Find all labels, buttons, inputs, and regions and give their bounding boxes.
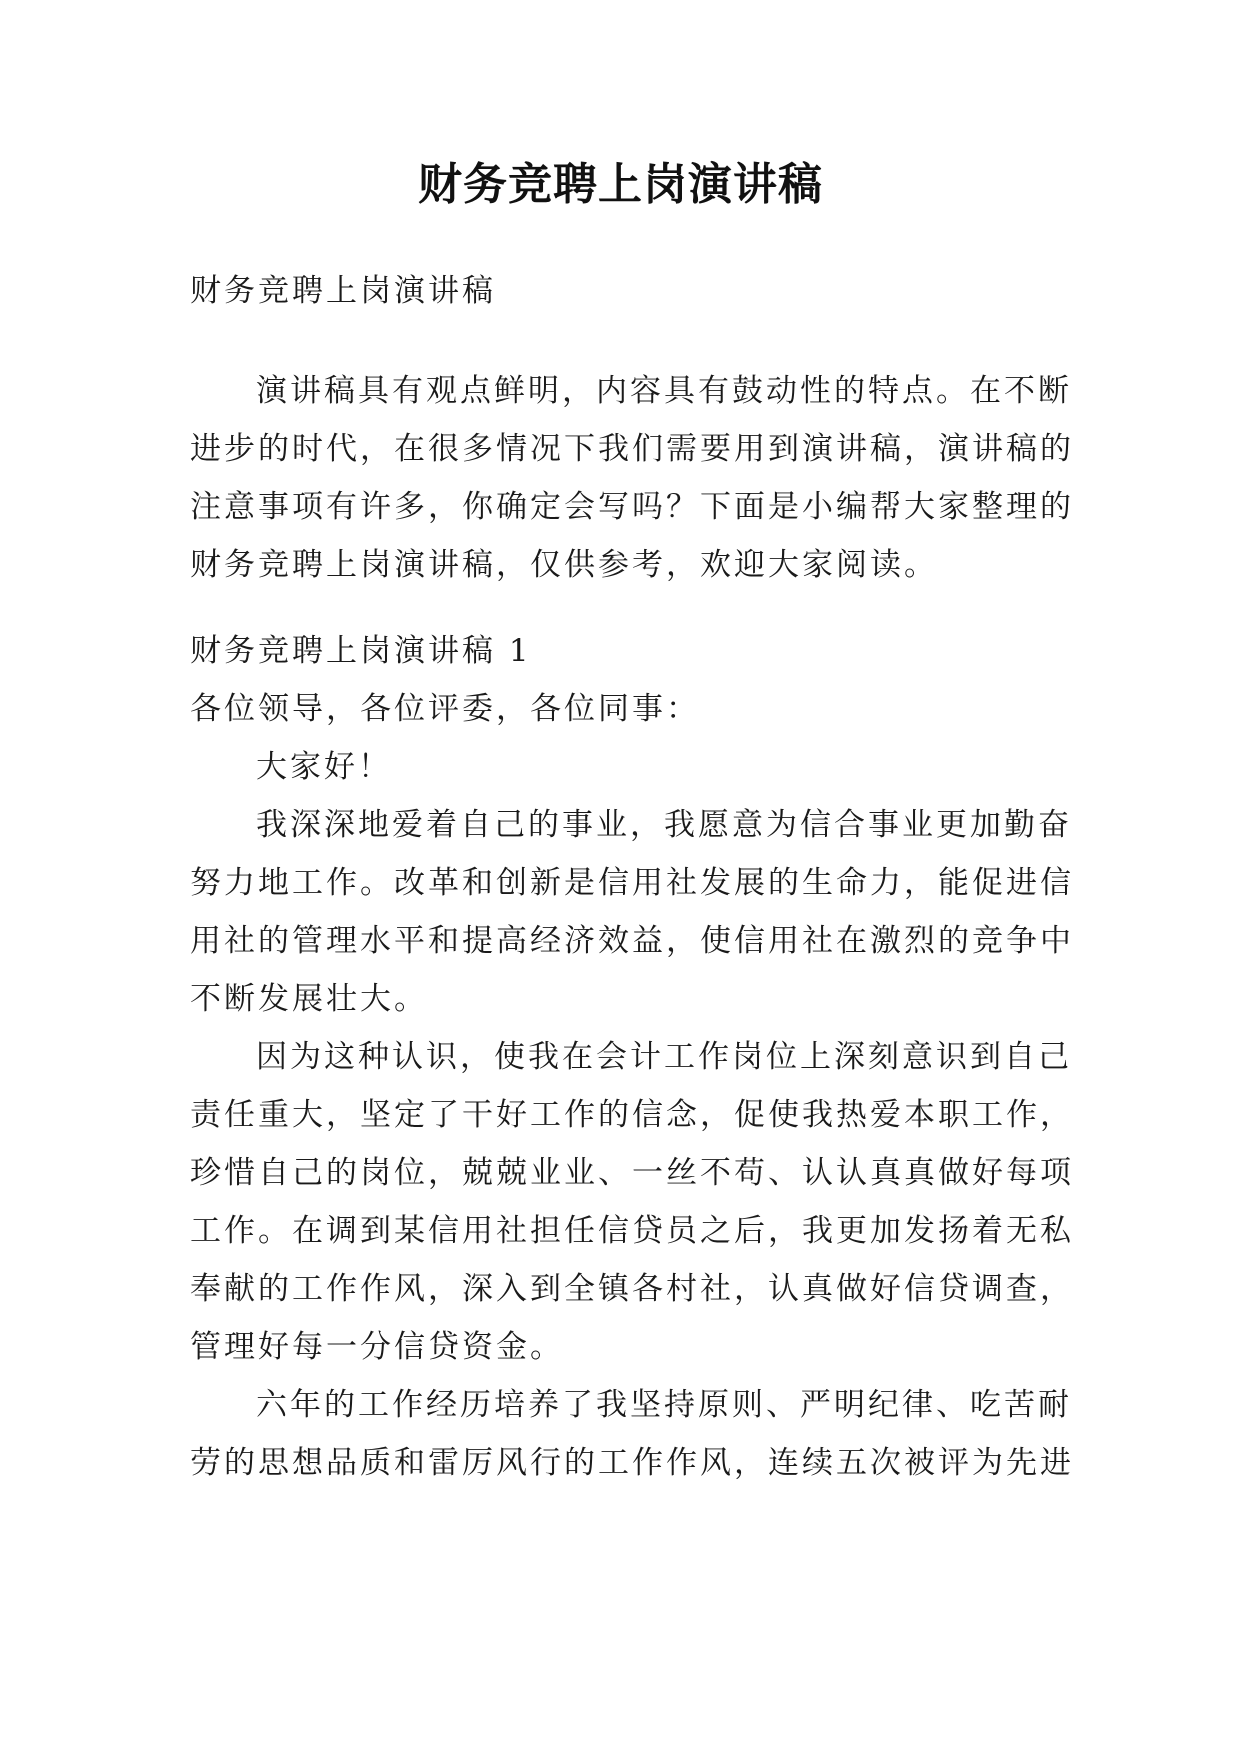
paragraph-line: 不断发展壮大。 (190, 981, 428, 1017)
document-title: 财务竞聘上岗演讲稿 (418, 159, 823, 210)
intro-line: 演讲稿具有观点鲜明，内容具有鼓动性的特点。在不断 (256, 373, 1072, 409)
paragraph-line: 管理好每一分信贷资金。 (190, 1329, 564, 1365)
paragraph-line: 我深深地爱着自己的事业，我愿意为信合事业更加勤奋 (256, 807, 1072, 843)
section-heading: 财务竞聘上岗演讲稿 1 (190, 633, 532, 669)
paragraph-line: 六年的工作经历培养了我坚持原则、严明纪律、吃苦耐 (256, 1387, 1072, 1423)
paragraph-line: 奉献的工作作风，深入到全镇各村社，认真做好信贷调查， (190, 1271, 1074, 1307)
intro-line: 注意事项有许多，你确定会写吗？下面是小编帮大家整理的 (190, 489, 1074, 525)
document-subtitle (190, 262, 1060, 320)
greeting-line: 大家好！ (256, 749, 392, 785)
subtitle-line: 财务竞聘上岗演讲稿 (190, 273, 496, 309)
intro-line: 财务竞聘上岗演讲稿，仅供参考，欢迎大家阅读。 (190, 547, 938, 583)
paragraph-line: 珍惜自己的岗位，兢兢业业、一丝不苟、认认真真做好每项 (190, 1155, 1074, 1191)
paragraph-line: 工作。在调到某信用社担任信贷员之后，我更加发扬着无私 (190, 1213, 1074, 1249)
intro-paragraph (190, 362, 1074, 594)
paragraph-line: 用社的管理水平和提高经济效益，使信用社在激烈的竞争中 (190, 923, 1074, 959)
intro-line: 进步的时代，在很多情况下我们需要用到演讲稿，演讲稿的 (190, 431, 1074, 467)
paragraph-line: 因为这种认识，使我在会计工作岗位上深刻意识到自己 (256, 1039, 1072, 1075)
paragraph-line: 努力地工作。改革和创新是信用社发展的生命力，能促进信 (190, 865, 1074, 901)
paragraph-line: 责任重大，坚定了干好工作的信念，促使我热爱本职工作， (190, 1097, 1074, 1133)
speech-section (190, 622, 1074, 1492)
paragraph-line: 劳的思想品质和雷厉风行的工作作风，连续五次被评为先进 (190, 1445, 1074, 1481)
salutation-line: 各位领导，各位评委，各位同事： (190, 691, 700, 727)
